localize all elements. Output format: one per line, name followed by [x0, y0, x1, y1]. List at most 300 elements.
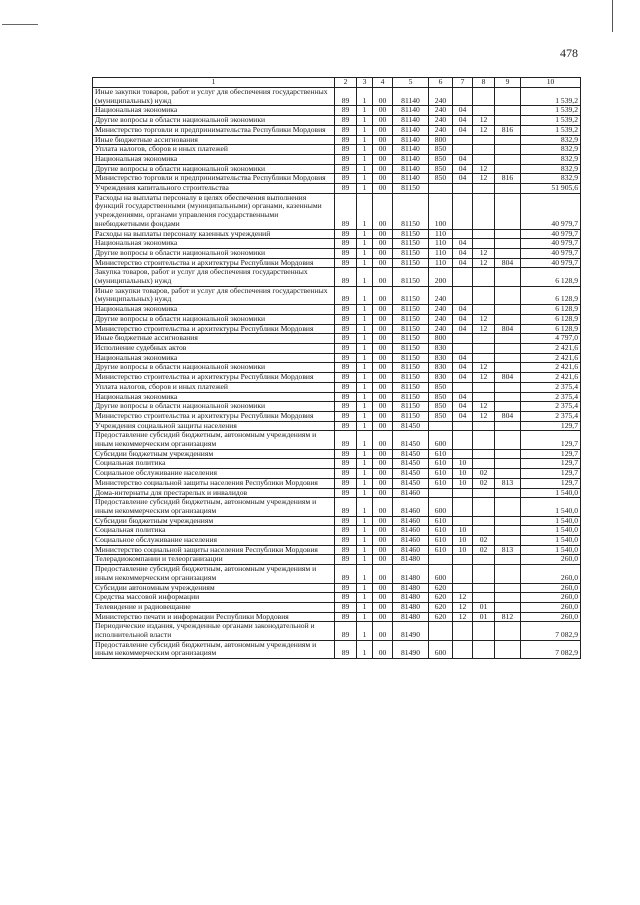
admin-code-cell: 89	[335, 612, 357, 622]
table-row	[93, 373, 581, 383]
admin-code-cell: 89	[335, 555, 357, 565]
row-name-cell: Предоставление субсидий бюджетным, автономным учреждениям и иным некоммерческим организациям	[93, 431, 335, 449]
ministry-code-cell	[495, 88, 521, 106]
target-code-cell: 81490	[393, 622, 429, 640]
amount-cell: 832,9	[521, 164, 581, 174]
ministry-code-cell	[495, 305, 521, 315]
ministry-code-cell: 804	[495, 258, 521, 268]
expense-type-cell: 800	[429, 135, 453, 145]
expense-type-cell: 800	[429, 334, 453, 344]
program-code-cell: 1	[357, 305, 373, 315]
program-code-cell: 1	[357, 184, 373, 194]
ministry-code-cell	[495, 498, 521, 516]
program-code-cell: 1	[357, 583, 373, 593]
amount-cell: 2 375,4	[521, 392, 581, 402]
admin-code-cell: 89	[335, 106, 357, 116]
subsection-code-cell: 12	[473, 373, 495, 383]
admin-code-cell: 89	[335, 229, 357, 239]
column-header: 10	[521, 78, 581, 88]
subprogram-code-cell: 00	[373, 449, 393, 459]
amount-cell: 1 540,0	[521, 545, 581, 555]
admin-code-cell: 89	[335, 478, 357, 488]
table-row	[93, 116, 581, 126]
row-name-cell: Социальная политика	[93, 526, 335, 536]
row-name-cell: Учреждения капитального строительства	[93, 184, 335, 194]
section-code-cell	[453, 193, 473, 229]
row-name-cell: Национальная экономика	[93, 239, 335, 249]
table-row	[93, 305, 581, 315]
target-code-cell: 81460	[393, 498, 429, 516]
amount-cell: 6 128,9	[521, 324, 581, 334]
admin-code-cell: 89	[335, 545, 357, 555]
ministry-code-cell: 812	[495, 612, 521, 622]
amount-cell: 129,7	[521, 431, 581, 449]
section-code-cell	[453, 431, 473, 449]
subprogram-code-cell: 00	[373, 459, 393, 469]
row-name-cell: Субсидии бюджетным учреждениям	[93, 449, 335, 459]
admin-code-cell: 89	[335, 135, 357, 145]
target-code-cell: 81140	[393, 116, 429, 126]
subprogram-code-cell: 00	[373, 498, 393, 516]
budget-table	[92, 77, 581, 659]
section-code-cell: 10	[453, 526, 473, 536]
section-code-cell: 10	[453, 478, 473, 488]
target-code-cell: 81450	[393, 478, 429, 488]
target-code-cell: 81150	[393, 258, 429, 268]
program-code-cell: 1	[357, 469, 373, 479]
row-name-cell: Социальное обслуживание населения	[93, 536, 335, 546]
program-code-cell: 1	[357, 478, 373, 488]
program-code-cell: 1	[357, 106, 373, 116]
section-code-cell	[453, 184, 473, 194]
table-row	[93, 174, 581, 184]
amount-cell: 40 979,7	[521, 248, 581, 258]
admin-code-cell: 89	[335, 402, 357, 412]
row-name-cell: Национальная экономика	[93, 154, 335, 164]
expense-type-cell: 240	[429, 305, 453, 315]
table-row	[93, 602, 581, 612]
section-code-cell	[453, 488, 473, 498]
subprogram-code-cell: 00	[373, 602, 393, 612]
admin-code-cell: 89	[335, 373, 357, 383]
table-row	[93, 459, 581, 469]
section-code-cell: 04	[453, 411, 473, 421]
section-code-cell: 04	[453, 258, 473, 268]
amount-cell: 129,7	[521, 459, 581, 469]
ministry-code-cell	[495, 382, 521, 392]
section-code-cell: 10	[453, 536, 473, 546]
expense-type-cell: 240	[429, 125, 453, 135]
subprogram-code-cell: 00	[373, 392, 393, 402]
program-code-cell: 1	[357, 602, 373, 612]
row-name-cell: Министерство строительства и архитектуры Республики Мордовия	[93, 258, 335, 268]
expense-type-cell: 850	[429, 392, 453, 402]
subsection-code-cell	[473, 421, 495, 431]
row-name-cell: Национальная экономика	[93, 106, 335, 116]
section-code-cell: 04	[453, 125, 473, 135]
section-code-cell: 10	[453, 469, 473, 479]
row-name-cell: Национальная экономика	[93, 392, 335, 402]
subsection-code-cell	[473, 459, 495, 469]
row-name-cell: Закупка товаров, работ и услуг для обеспечения государственных (муниципальных) нужд	[93, 268, 335, 286]
amount-cell: 260,0	[521, 555, 581, 565]
program-code-cell: 1	[357, 135, 373, 145]
expense-type-cell: 830	[429, 373, 453, 383]
row-name-cell: Министерство торговли и предпринимательства Республики Мордовия	[93, 125, 335, 135]
table-header-row	[93, 78, 581, 88]
subsection-code-cell	[473, 526, 495, 536]
amount-cell: 1 540,0	[521, 516, 581, 526]
target-code-cell: 81150	[393, 248, 429, 258]
table-row	[93, 125, 581, 135]
section-code-cell: 04	[453, 154, 473, 164]
table-row	[93, 622, 581, 640]
table-row	[93, 248, 581, 258]
expense-type-cell	[429, 555, 453, 565]
section-code-cell	[453, 286, 473, 304]
table-row	[93, 229, 581, 239]
subsection-code-cell: 12	[473, 411, 495, 421]
expense-type-cell: 610	[429, 469, 453, 479]
amount-cell: 1 540,0	[521, 488, 581, 498]
ministry-code-cell	[495, 154, 521, 164]
admin-code-cell: 89	[335, 431, 357, 449]
program-code-cell: 1	[357, 258, 373, 268]
row-name-cell: Предоставление субсидий бюджетным, автономным учреждениям и иным некоммерческим организациям	[93, 565, 335, 583]
subsection-code-cell: 12	[473, 363, 495, 373]
expense-type-cell: 610	[429, 526, 453, 536]
target-code-cell: 81140	[393, 88, 429, 106]
ministry-code-cell	[495, 536, 521, 546]
section-code-cell: 04	[453, 402, 473, 412]
program-code-cell: 1	[357, 555, 373, 565]
ministry-code-cell: 816	[495, 125, 521, 135]
program-code-cell: 1	[357, 268, 373, 286]
expense-type-cell: 110	[429, 248, 453, 258]
table-row	[93, 498, 581, 516]
program-code-cell: 1	[357, 145, 373, 155]
section-code-cell	[453, 343, 473, 353]
subsection-code-cell: 12	[473, 314, 495, 324]
target-code-cell: 81150	[393, 314, 429, 324]
subsection-code-cell: 02	[473, 469, 495, 479]
subprogram-code-cell: 00	[373, 516, 393, 526]
subsection-code-cell	[473, 449, 495, 459]
table-row	[93, 526, 581, 536]
ministry-code-cell	[495, 526, 521, 536]
subprogram-code-cell: 00	[373, 286, 393, 304]
amount-cell: 40 979,7	[521, 229, 581, 239]
ministry-code-cell	[495, 106, 521, 116]
target-code-cell: 81450	[393, 459, 429, 469]
section-code-cell	[453, 135, 473, 145]
target-code-cell: 81480	[393, 555, 429, 565]
table-row	[93, 286, 581, 304]
section-code-cell	[453, 88, 473, 106]
target-code-cell: 81150	[393, 286, 429, 304]
admin-code-cell: 89	[335, 239, 357, 249]
section-code-cell: 12	[453, 612, 473, 622]
amount-cell: 832,9	[521, 135, 581, 145]
amount-cell: 7 082,9	[521, 622, 581, 640]
table-row	[93, 258, 581, 268]
row-name-cell: Дома-интернаты для престарелых и инвалидов	[93, 488, 335, 498]
program-code-cell: 1	[357, 193, 373, 229]
admin-code-cell: 89	[335, 286, 357, 304]
expense-type-cell: 610	[429, 516, 453, 526]
program-code-cell: 1	[357, 488, 373, 498]
amount-cell: 1 539,2	[521, 106, 581, 116]
expense-type-cell: 610	[429, 459, 453, 469]
program-code-cell: 1	[357, 174, 373, 184]
column-header: 4	[373, 78, 393, 88]
expense-type-cell: 830	[429, 363, 453, 373]
expense-type-cell: 850	[429, 174, 453, 184]
section-code-cell: 04	[453, 305, 473, 315]
amount-cell: 40 979,7	[521, 239, 581, 249]
program-code-cell: 1	[357, 164, 373, 174]
target-code-cell: 81150	[393, 373, 429, 383]
amount-cell: 40 979,7	[521, 193, 581, 229]
amount-cell: 129,7	[521, 421, 581, 431]
section-code-cell	[453, 449, 473, 459]
row-name-cell: Другие вопросы в области национальной экономики	[93, 164, 335, 174]
subprogram-code-cell: 00	[373, 248, 393, 258]
target-code-cell: 81490	[393, 640, 429, 658]
amount-cell: 7 082,9	[521, 640, 581, 658]
table-row	[93, 612, 581, 622]
section-code-cell	[453, 516, 473, 526]
amount-cell: 260,0	[521, 565, 581, 583]
table-row	[93, 106, 581, 116]
subprogram-code-cell: 00	[373, 583, 393, 593]
row-name-cell: Иные бюджетные ассигнования	[93, 334, 335, 344]
amount-cell: 832,9	[521, 154, 581, 164]
subsection-code-cell	[473, 305, 495, 315]
table-row	[93, 88, 581, 106]
subprogram-code-cell: 00	[373, 431, 393, 449]
row-name-cell: Министерство печати и информации Республики Мордовия	[93, 612, 335, 622]
admin-code-cell: 89	[335, 459, 357, 469]
row-name-cell: Национальная экономика	[93, 305, 335, 315]
admin-code-cell: 89	[335, 565, 357, 583]
margin-mark-left	[2, 24, 38, 25]
target-code-cell: 81460	[393, 488, 429, 498]
subprogram-code-cell: 00	[373, 363, 393, 373]
subsection-code-cell	[473, 516, 495, 526]
section-code-cell: 10	[453, 545, 473, 555]
admin-code-cell: 89	[335, 516, 357, 526]
expense-type-cell: 610	[429, 478, 453, 488]
table-row	[93, 145, 581, 155]
admin-code-cell: 89	[335, 154, 357, 164]
subprogram-code-cell: 00	[373, 565, 393, 583]
admin-code-cell: 89	[335, 343, 357, 353]
row-name-cell: Телевидение и радиовещание	[93, 602, 335, 612]
target-code-cell: 81460	[393, 545, 429, 555]
subprogram-code-cell: 00	[373, 469, 393, 479]
target-code-cell: 81150	[393, 239, 429, 249]
subsection-code-cell	[473, 593, 495, 603]
target-code-cell: 81140	[393, 106, 429, 116]
subprogram-code-cell: 00	[373, 229, 393, 239]
expense-type-cell	[429, 622, 453, 640]
subprogram-code-cell: 00	[373, 324, 393, 334]
subsection-code-cell	[473, 622, 495, 640]
row-name-cell: Социальное обслуживание населения	[93, 469, 335, 479]
ministry-code-cell	[495, 431, 521, 449]
admin-code-cell: 89	[335, 184, 357, 194]
row-name-cell: Национальная экономика	[93, 353, 335, 363]
expense-type-cell: 110	[429, 258, 453, 268]
target-code-cell: 81450	[393, 449, 429, 459]
ministry-code-cell	[495, 184, 521, 194]
expense-type-cell: 850	[429, 154, 453, 164]
program-code-cell: 1	[357, 498, 373, 516]
expense-type-cell: 850	[429, 145, 453, 155]
admin-code-cell: 89	[335, 593, 357, 603]
admin-code-cell: 89	[335, 421, 357, 431]
margin-mark-right	[612, 0, 613, 32]
target-code-cell: 81140	[393, 164, 429, 174]
subprogram-code-cell: 00	[373, 382, 393, 392]
ministry-code-cell	[495, 640, 521, 658]
section-code-cell: 04	[453, 392, 473, 402]
subsection-code-cell	[473, 488, 495, 498]
row-name-cell: Другие вопросы в области национальной экономики	[93, 363, 335, 373]
ministry-code-cell	[495, 164, 521, 174]
amount-cell: 6 128,9	[521, 286, 581, 304]
subprogram-code-cell: 00	[373, 268, 393, 286]
amount-cell: 2 421,6	[521, 343, 581, 353]
admin-code-cell: 89	[335, 363, 357, 373]
program-code-cell: 1	[357, 526, 373, 536]
target-code-cell: 81450	[393, 469, 429, 479]
amount-cell: 1 540,0	[521, 526, 581, 536]
amount-cell: 6 128,9	[521, 268, 581, 286]
subprogram-code-cell: 00	[373, 106, 393, 116]
subprogram-code-cell: 00	[373, 164, 393, 174]
program-code-cell: 1	[357, 154, 373, 164]
amount-cell: 260,0	[521, 602, 581, 612]
table-row	[93, 135, 581, 145]
column-header: 6	[429, 78, 453, 88]
target-code-cell: 81460	[393, 536, 429, 546]
section-code-cell	[453, 229, 473, 239]
row-name-cell: Иные бюджетные ассигнования	[93, 135, 335, 145]
program-code-cell: 1	[357, 353, 373, 363]
admin-code-cell: 89	[335, 314, 357, 324]
subprogram-code-cell: 00	[373, 402, 393, 412]
admin-code-cell: 89	[335, 392, 357, 402]
admin-code-cell: 89	[335, 583, 357, 593]
table-row	[93, 516, 581, 526]
subsection-code-cell	[473, 583, 495, 593]
section-code-cell	[453, 334, 473, 344]
program-code-cell: 1	[357, 392, 373, 402]
subsection-code-cell	[473, 640, 495, 658]
subsection-code-cell	[473, 498, 495, 516]
subprogram-code-cell: 00	[373, 622, 393, 640]
target-code-cell: 81140	[393, 174, 429, 184]
subsection-code-cell	[473, 239, 495, 249]
section-code-cell: 04	[453, 353, 473, 363]
program-code-cell: 1	[357, 421, 373, 431]
ministry-code-cell	[495, 449, 521, 459]
amount-cell: 129,7	[521, 469, 581, 479]
ministry-code-cell	[495, 334, 521, 344]
subprogram-code-cell: 00	[373, 373, 393, 383]
amount-cell: 2 421,6	[521, 353, 581, 363]
ministry-code-cell	[495, 459, 521, 469]
subprogram-code-cell: 00	[373, 258, 393, 268]
section-code-cell: 04	[453, 116, 473, 126]
program-code-cell: 1	[357, 229, 373, 239]
target-code-cell: 81150	[393, 305, 429, 315]
expense-type-cell: 610	[429, 536, 453, 546]
section-code-cell: 04	[453, 174, 473, 184]
subsection-code-cell	[473, 88, 495, 106]
amount-cell: 2 375,4	[521, 411, 581, 421]
row-name-cell: Другие вопросы в области национальной экономики	[93, 248, 335, 258]
column-header: 9	[495, 78, 521, 88]
section-code-cell	[453, 555, 473, 565]
column-header: 7	[453, 78, 473, 88]
section-code-cell: 04	[453, 314, 473, 324]
target-code-cell: 81150	[393, 268, 429, 286]
row-name-cell: Министерство социальной защиты населения Республики Мордовия	[93, 545, 335, 555]
target-code-cell: 81450	[393, 421, 429, 431]
expense-type-cell: 110	[429, 229, 453, 239]
row-name-cell: Исполнение судебных актов	[93, 343, 335, 353]
section-code-cell	[453, 640, 473, 658]
amount-cell: 51 905,6	[521, 184, 581, 194]
target-code-cell: 81460	[393, 516, 429, 526]
ministry-code-cell	[495, 135, 521, 145]
amount-cell: 260,0	[521, 612, 581, 622]
program-code-cell: 1	[357, 612, 373, 622]
admin-code-cell: 89	[335, 536, 357, 546]
admin-code-cell: 89	[335, 145, 357, 155]
table-row	[93, 343, 581, 353]
page-number: 478	[560, 46, 578, 60]
ministry-code-cell	[495, 353, 521, 363]
subsection-code-cell: 12	[473, 174, 495, 184]
ministry-code-cell	[495, 314, 521, 324]
subprogram-code-cell: 00	[373, 145, 393, 155]
subprogram-code-cell: 00	[373, 154, 393, 164]
target-code-cell: 81480	[393, 602, 429, 612]
admin-code-cell: 89	[335, 353, 357, 363]
admin-code-cell: 89	[335, 602, 357, 612]
subprogram-code-cell: 00	[373, 478, 393, 488]
expense-type-cell: 240	[429, 324, 453, 334]
row-name-cell: Учреждения социальной защиты населения	[93, 421, 335, 431]
row-name-cell: Предоставление субсидий бюджетным, автономным учреждениям и иным некоммерческим организациям	[93, 498, 335, 516]
expense-type-cell: 240	[429, 106, 453, 116]
table-body	[93, 88, 581, 659]
table-row	[93, 469, 581, 479]
ministry-code-cell	[495, 469, 521, 479]
table-row	[93, 268, 581, 286]
admin-code-cell: 89	[335, 498, 357, 516]
program-code-cell: 1	[357, 449, 373, 459]
ministry-code-cell	[495, 268, 521, 286]
expense-type-cell: 620	[429, 583, 453, 593]
row-name-cell: Иные закупки товаров, работ и услуг для обеспечения государственных (муниципальных) нужд	[93, 286, 335, 304]
admin-code-cell: 89	[335, 488, 357, 498]
admin-code-cell: 89	[335, 324, 357, 334]
